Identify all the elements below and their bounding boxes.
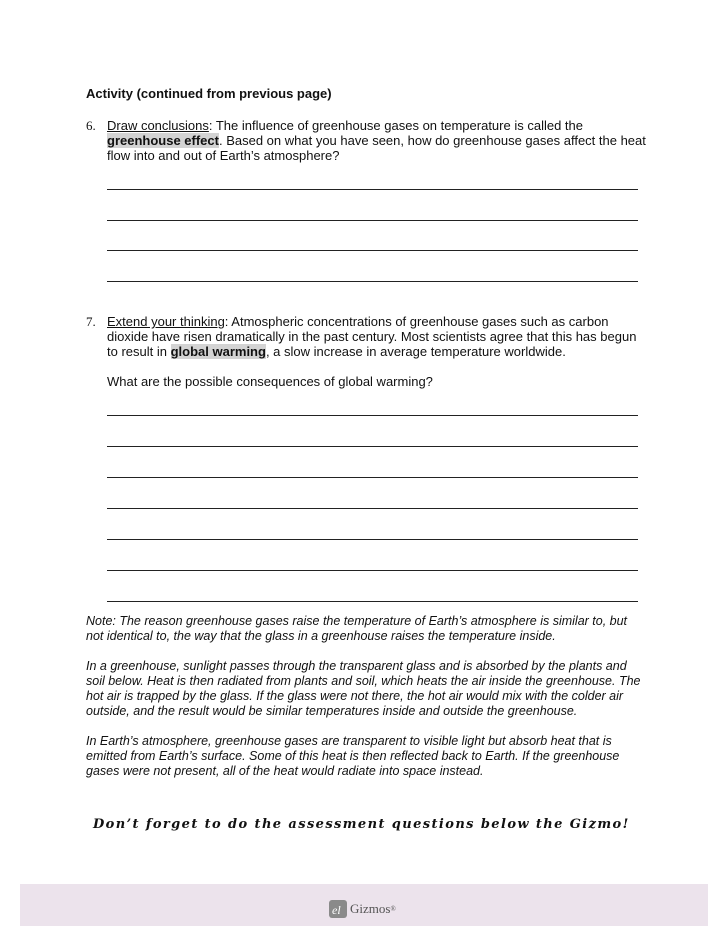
answer-line-7-1[interactable]: [107, 415, 638, 416]
question-6-label: Draw conclusions: [107, 118, 209, 133]
question-6: [86, 118, 646, 163]
answer-line-6-3[interactable]: [107, 250, 638, 251]
term-global-warming: global warming: [170, 344, 266, 359]
assessment-reminder: Don’t forget to do the assessment questions below the Gizmo!: [93, 817, 630, 832]
question-7-body: [107, 314, 646, 389]
question-6-text-1: : The influence of greenhouse gases on temperature is called the: [208, 118, 583, 133]
gizmos-logo-registered: ®: [390, 905, 396, 913]
question-7-text-1: : Atmospheric concentrations of greenhouse gases such as carbon dioxide have risen dramatically in the past century. Most scientists agree that this has begun to result in: [107, 314, 637, 359]
question-6-number: 6.: [86, 118, 96, 133]
answer-line-7-7[interactable]: [107, 601, 638, 602]
gizmos-logo: [328, 899, 396, 919]
note-paragraph-3: In Earth’s atmosphere, greenhouse gases are transparent to visible light but absorb heat that is emitted from Earth’s surface. Some of this heat is then reflected back to Earth. If the greenhouse gases were not present, all of the heat would radiate into space instead.: [86, 734, 620, 778]
question-7-prompt: What are the possible consequences of global warming?: [107, 374, 433, 389]
activity-heading: Activity (continued from previous page): [86, 86, 332, 101]
note-section: [86, 614, 646, 794]
note-paragraph-2: In a greenhouse, sunlight passes through the transparent glass and is absorbed by the plants and soil below. Heat is then radiated from plants and soil, which heats the air inside the greenhouse. The hot air is trapped by the glass. If the glass were not there, the hot air would mix with the colder air outside, and the result would be similar temperatures inside and outside the greenhouse.: [86, 659, 641, 718]
question-7-number: 7.: [86, 314, 96, 329]
answer-line-7-2[interactable]: [107, 446, 638, 447]
answer-line-6-4[interactable]: [107, 281, 638, 282]
answer-line-6-1[interactable]: [107, 189, 638, 190]
question-7: [86, 314, 646, 389]
answer-line-7-3[interactable]: [107, 477, 638, 478]
svg-text:el: el: [332, 903, 341, 917]
answer-line-7-4[interactable]: [107, 508, 638, 509]
answer-line-7-6[interactable]: [107, 570, 638, 571]
gizmos-logo-icon: [328, 899, 348, 919]
note-paragraph-1: Note: The reason greenhouse gases raise the temperature of Earth’s atmosphere is similar to, but not identical to, the way that the glass in a greenhouse raises the temperature inside.: [86, 614, 628, 643]
question-6-body: [107, 118, 646, 163]
question-6-text-2: . Based on what you have seen, how do greenhouse gases affect the heat flow into and out of Earth’s atmosphere?: [107, 133, 646, 163]
gizmos-logo-text: Gizmos: [350, 901, 391, 916]
question-7-text-2: , a slow increase in average temperature worldwide.: [265, 344, 566, 359]
answer-line-7-5[interactable]: [107, 539, 638, 540]
term-greenhouse-effect: greenhouse effect: [107, 133, 219, 148]
answer-line-6-2[interactable]: [107, 220, 638, 221]
question-7-label: Extend your thinking: [107, 314, 225, 329]
